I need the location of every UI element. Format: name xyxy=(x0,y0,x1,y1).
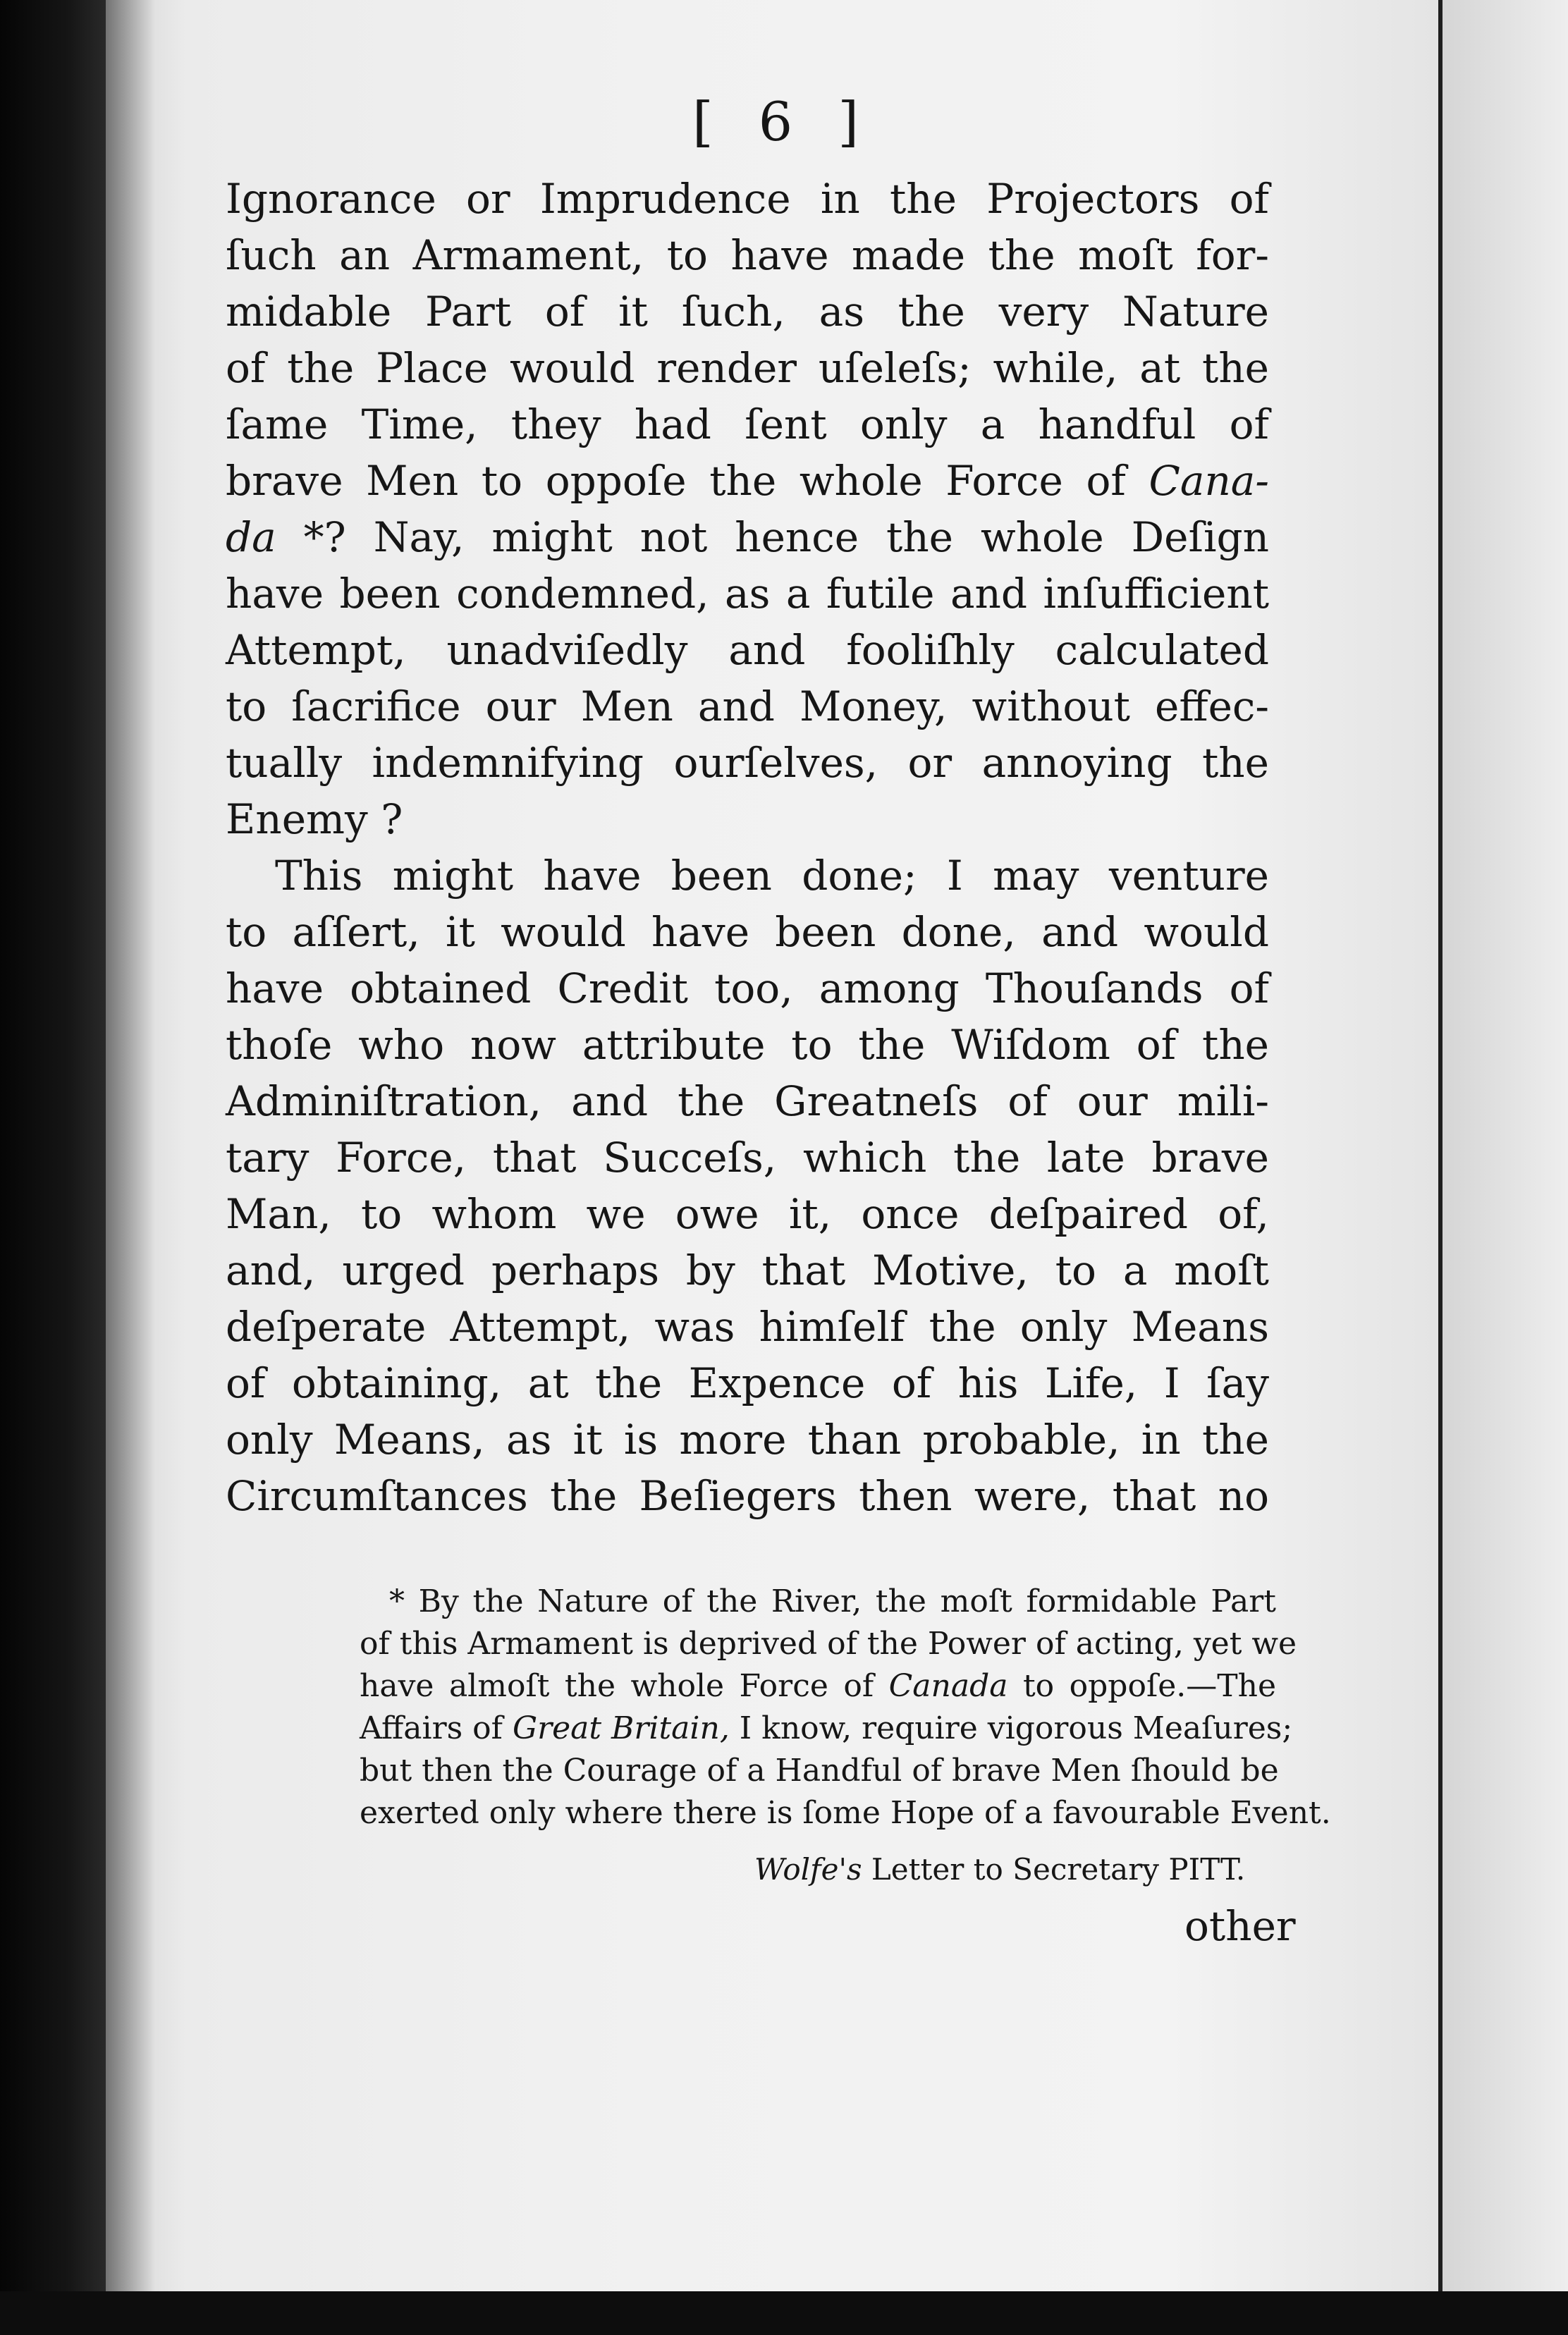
body-line: Attempt, unadviſedly and fooliſhly calculated xyxy=(226,626,1269,674)
footnote-line: of this Armament is deprived of the Power of acting, yet we xyxy=(360,1626,1297,1662)
body-line: tually indemnifying ourſelves, or annoying the xyxy=(226,739,1269,787)
gutter-shadow xyxy=(106,0,155,2291)
body-line: to ſacrifice our Men and Money, without effec- xyxy=(226,682,1269,730)
body-line: only Means, as it is more than probable, in the xyxy=(226,1416,1269,1464)
body-line: tary Force, that Succeſs, which the late brave xyxy=(226,1134,1269,1182)
body-line: ſuch an Armament, to have made the moſt for- xyxy=(226,231,1269,279)
book-gutter-edge xyxy=(0,0,113,2335)
body-line: brave Men to oppoſe the whole Force of Cana- xyxy=(226,457,1269,505)
footnote-line: have almoſt the whole Force of Canada to oppoſe.—The xyxy=(360,1668,1276,1704)
body-line: Adminiſtration, and the Greatneſs of our mili- xyxy=(226,1077,1269,1125)
body-line: da *? Nay, might not hence the whole Deſign xyxy=(226,513,1269,561)
page-bottom-edge xyxy=(0,2291,1568,2335)
body-line: Man, to whom we owe it, once deſpaired of, xyxy=(226,1190,1269,1238)
catchword: other xyxy=(1184,1902,1296,1950)
body-line: midable Part of it ſuch, as the very Nature xyxy=(226,288,1269,336)
body-line: Enemy ? xyxy=(226,795,403,843)
footnote-line: * By the Nature of the River, the moſt formidable Part xyxy=(389,1583,1276,1619)
page-number: [ 6 ] xyxy=(692,90,873,153)
footnote-line: but then the Courage of a Handful of brave Men ſhould be xyxy=(360,1753,1279,1789)
body-line: thoſe who now attribute to the Wiſdom of the xyxy=(226,1021,1269,1069)
footnote-line: exerted only where there is ſome Hope of a favourable Event. xyxy=(360,1795,1331,1831)
body-line: ſame Time, they had ſent only a handful of xyxy=(226,400,1269,448)
body-line: of the Place would render uſeleſs; while, at the xyxy=(226,344,1269,392)
body-line: deſperate Attempt, was himſelf the only Means xyxy=(226,1303,1269,1351)
footnote-signature: Wolfe's Letter to Secretary PITT. xyxy=(754,1852,1246,1887)
body-line: to aſſert, it would have been done, and would xyxy=(226,908,1269,956)
footnote-line: Affairs of Great Britain, I know, require vigorous Meaſures; xyxy=(360,1710,1293,1746)
body-line: have been condemned, as a futile and inſufficient xyxy=(226,570,1269,618)
body-line: Ignorance or Imprudence in the Projectors of xyxy=(226,175,1269,223)
body-line: Circumſtances the Beſiegers then were, that no xyxy=(226,1472,1269,1520)
adjacent-page-edge xyxy=(1443,0,1568,2335)
body-line: have obtained Credit too, among Thouſands of xyxy=(226,964,1269,1012)
body-line: and, urged perhaps by that Motive, to a moſt xyxy=(226,1246,1269,1294)
body-line: This might have been done; I may venture xyxy=(275,852,1269,900)
body-line: of obtaining, at the Expence of his Life, I ſay xyxy=(226,1359,1269,1407)
